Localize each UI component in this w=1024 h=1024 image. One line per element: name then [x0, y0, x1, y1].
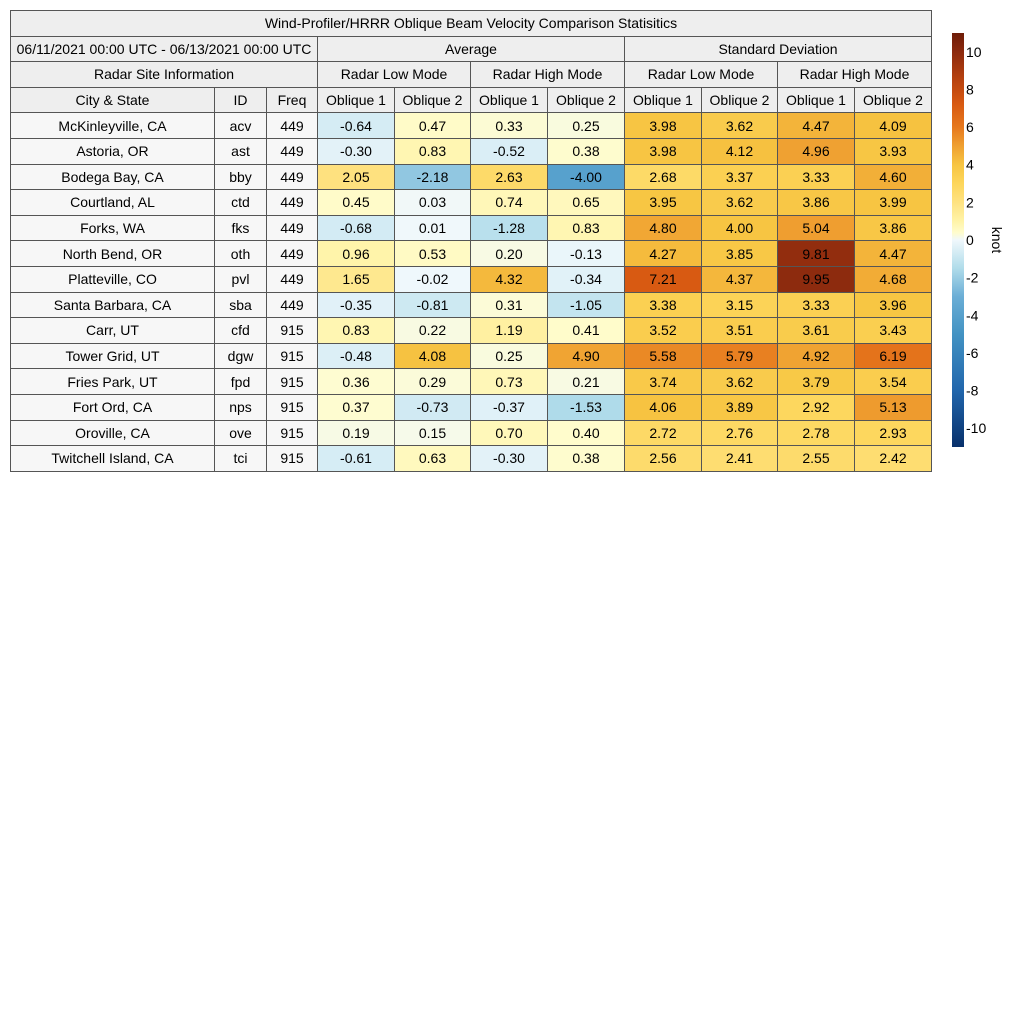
value-cell: 0.70: [471, 420, 548, 446]
col-header-std-high-oblique-2: Oblique 2: [855, 87, 932, 113]
value-cell: 4.12: [702, 138, 778, 164]
value-cell: 0.25: [471, 343, 548, 369]
value-cell: 2.55: [778, 446, 855, 472]
colorbar-unit-label: knot: [989, 226, 1005, 254]
colorbar-gradient: [952, 33, 964, 447]
value-cell: -2.18: [395, 164, 471, 190]
site-freq: 449: [267, 113, 318, 139]
value-cell: 0.47: [395, 113, 471, 139]
value-cell: 4.08: [395, 343, 471, 369]
value-cell: 2.78: [778, 420, 855, 446]
value-cell: 3.43: [855, 318, 932, 344]
value-cell: -0.35: [318, 292, 395, 318]
colorbar-tick-label: -4: [966, 307, 979, 324]
value-cell: -1.05: [548, 292, 625, 318]
value-cell: 0.31: [471, 292, 548, 318]
value-cell: 2.42: [855, 446, 932, 472]
site-city: Fries Park, UT: [11, 369, 215, 395]
value-cell: 3.52: [625, 318, 702, 344]
table-row: [11, 164, 932, 190]
value-cell: -0.30: [471, 446, 548, 472]
value-cell: -0.37: [471, 394, 548, 420]
value-cell: 0.53: [395, 241, 471, 267]
site-id: tci: [215, 446, 267, 472]
value-cell: 3.33: [778, 292, 855, 318]
site-freq: 449: [267, 138, 318, 164]
value-cell: 2.56: [625, 446, 702, 472]
value-cell: 4.47: [778, 113, 855, 139]
value-cell: 4.37: [702, 266, 778, 292]
value-cell: 3.98: [625, 113, 702, 139]
site-freq: 449: [267, 164, 318, 190]
colorbar-tick-label: -10: [966, 420, 987, 437]
value-cell: 0.03: [395, 190, 471, 216]
table-row: [11, 446, 932, 472]
site-id: acv: [215, 113, 267, 139]
col-header-std-high-oblique-1: Oblique 1: [778, 87, 855, 113]
site-id: ctd: [215, 190, 267, 216]
colorbar-tick-label: 6: [966, 119, 974, 136]
value-cell: 5.79: [702, 343, 778, 369]
value-cell: 2.72: [625, 420, 702, 446]
value-cell: 4.68: [855, 266, 932, 292]
value-cell: 2.76: [702, 420, 778, 446]
col-header-avg-low-oblique-1: Oblique 1: [318, 87, 395, 113]
value-cell: 0.65: [548, 190, 625, 216]
table-row: [11, 266, 932, 292]
table-row: [11, 215, 932, 241]
value-cell: 0.83: [395, 138, 471, 164]
date-range: 06/11/2021 00:00 UTC - 06/13/2021 00:00 UTC: [11, 36, 318, 62]
value-cell: -4.00: [548, 164, 625, 190]
value-cell: 4.80: [625, 215, 702, 241]
value-cell: 0.41: [548, 318, 625, 344]
value-cell: 0.15: [395, 420, 471, 446]
col-header-std-low-oblique-1: Oblique 1: [625, 87, 702, 113]
value-cell: 7.21: [625, 266, 702, 292]
value-cell: 3.51: [702, 318, 778, 344]
value-cell: 0.33: [471, 113, 548, 139]
value-cell: 0.19: [318, 420, 395, 446]
value-cell: 0.21: [548, 369, 625, 395]
std-high-mode-header: Radar High Mode: [778, 62, 932, 88]
value-cell: 4.60: [855, 164, 932, 190]
site-freq: 915: [267, 420, 318, 446]
value-cell: 3.62: [702, 369, 778, 395]
value-cell: 0.01: [395, 215, 471, 241]
value-cell: 0.63: [395, 446, 471, 472]
avg-high-mode-header: Radar High Mode: [471, 62, 625, 88]
value-cell: -0.13: [548, 241, 625, 267]
value-cell: 3.89: [702, 394, 778, 420]
value-cell: 0.96: [318, 241, 395, 267]
site-city: Santa Barbara, CA: [11, 292, 215, 318]
std-dev-header: Standard Deviation: [625, 36, 932, 62]
value-cell: 5.58: [625, 343, 702, 369]
table-row: [11, 318, 932, 344]
site-city: Forks, WA: [11, 215, 215, 241]
site-id: ove: [215, 420, 267, 446]
site-city: Bodega Bay, CA: [11, 164, 215, 190]
site-city: Oroville, CA: [11, 420, 215, 446]
site-id: bby: [215, 164, 267, 190]
value-cell: 4.06: [625, 394, 702, 420]
colorbar-tick-label: -2: [966, 269, 979, 286]
value-cell: -0.64: [318, 113, 395, 139]
colorbar-tick-label: -6: [966, 344, 979, 361]
table-row: [11, 113, 932, 139]
value-cell: 0.29: [395, 369, 471, 395]
value-cell: 3.62: [702, 190, 778, 216]
col-header-freq: Freq: [267, 87, 318, 113]
site-freq: 449: [267, 241, 318, 267]
site-freq: 449: [267, 292, 318, 318]
site-id: fks: [215, 215, 267, 241]
site-city: Courtland, AL: [11, 190, 215, 216]
value-cell: 3.79: [778, 369, 855, 395]
value-cell: 4.32: [471, 266, 548, 292]
value-cell: 0.36: [318, 369, 395, 395]
value-cell: 4.96: [778, 138, 855, 164]
site-city: Tower Grid, UT: [11, 343, 215, 369]
site-freq: 915: [267, 318, 318, 344]
col-header-id: ID: [215, 87, 267, 113]
value-cell: -0.52: [471, 138, 548, 164]
value-cell: 4.90: [548, 343, 625, 369]
site-city: Platteville, CO: [11, 266, 215, 292]
value-cell: 3.54: [855, 369, 932, 395]
value-cell: -0.02: [395, 266, 471, 292]
value-cell: 3.62: [702, 113, 778, 139]
value-cell: 3.37: [702, 164, 778, 190]
site-id: sba: [215, 292, 267, 318]
value-cell: 1.65: [318, 266, 395, 292]
value-cell: 3.99: [855, 190, 932, 216]
col-header-avg-low-oblique-2: Oblique 2: [395, 87, 471, 113]
site-freq: 915: [267, 369, 318, 395]
value-cell: 0.38: [548, 446, 625, 472]
site-freq: 915: [267, 446, 318, 472]
value-cell: 3.15: [702, 292, 778, 318]
value-cell: 0.22: [395, 318, 471, 344]
value-cell: 3.74: [625, 369, 702, 395]
col-header-avg-high-oblique-1: Oblique 1: [471, 87, 548, 113]
value-cell: 2.63: [471, 164, 548, 190]
table-title: Wind-Profiler/HRRR Oblique Beam Velocity Comparison Statisitics: [11, 11, 932, 37]
site-id: cfd: [215, 318, 267, 344]
site-freq: 449: [267, 190, 318, 216]
site-freq: 915: [267, 394, 318, 420]
site-freq: 449: [267, 266, 318, 292]
site-id: oth: [215, 241, 267, 267]
value-cell: 5.13: [855, 394, 932, 420]
average-header: Average: [318, 36, 625, 62]
value-cell: 4.47: [855, 241, 932, 267]
site-city: Astoria, OR: [11, 138, 215, 164]
table-row: [11, 394, 932, 420]
table-row: [11, 292, 932, 318]
value-cell: 0.74: [471, 190, 548, 216]
value-cell: -0.34: [548, 266, 625, 292]
site-city: Twitchell Island, CA: [11, 446, 215, 472]
value-cell: 0.73: [471, 369, 548, 395]
value-cell: 6.19: [855, 343, 932, 369]
colorbar-tick-label: 2: [966, 194, 974, 211]
avg-low-mode-header: Radar Low Mode: [318, 62, 471, 88]
value-cell: -1.53: [548, 394, 625, 420]
value-cell: 3.61: [778, 318, 855, 344]
value-cell: -1.28: [471, 215, 548, 241]
value-cell: 0.83: [318, 318, 395, 344]
table-row: [11, 190, 932, 216]
table-row: [11, 343, 932, 369]
value-cell: 2.92: [778, 394, 855, 420]
value-cell: 3.98: [625, 138, 702, 164]
stats-table: [10, 10, 932, 472]
value-cell: 5.04: [778, 215, 855, 241]
site-info-header: Radar Site Information: [11, 62, 318, 88]
value-cell: 3.93: [855, 138, 932, 164]
value-cell: -0.48: [318, 343, 395, 369]
col-header-city: City & State: [11, 87, 215, 113]
value-cell: 3.38: [625, 292, 702, 318]
table-row: [11, 369, 932, 395]
site-id: nps: [215, 394, 267, 420]
site-city: McKinleyville, CA: [11, 113, 215, 139]
value-cell: 0.25: [548, 113, 625, 139]
value-cell: -0.81: [395, 292, 471, 318]
value-cell: 4.92: [778, 343, 855, 369]
value-cell: 3.95: [625, 190, 702, 216]
value-cell: 0.37: [318, 394, 395, 420]
value-cell: 0.40: [548, 420, 625, 446]
value-cell: -0.73: [395, 394, 471, 420]
site-freq: 915: [267, 343, 318, 369]
site-freq: 449: [267, 215, 318, 241]
table-row: [11, 138, 932, 164]
value-cell: -0.30: [318, 138, 395, 164]
site-city: North Bend, OR: [11, 241, 215, 267]
value-cell: 0.20: [471, 241, 548, 267]
value-cell: 3.96: [855, 292, 932, 318]
site-id: dgw: [215, 343, 267, 369]
colorbar-tick-label: 8: [966, 81, 974, 98]
value-cell: 1.19: [471, 318, 548, 344]
site-id: pvl: [215, 266, 267, 292]
site-id: ast: [215, 138, 267, 164]
col-header-std-low-oblique-2: Oblique 2: [702, 87, 778, 113]
value-cell: -0.68: [318, 215, 395, 241]
value-cell: 0.45: [318, 190, 395, 216]
value-cell: 9.81: [778, 241, 855, 267]
value-cell: 2.93: [855, 420, 932, 446]
value-cell: 3.86: [855, 215, 932, 241]
value-cell: 4.09: [855, 113, 932, 139]
value-cell: 2.41: [702, 446, 778, 472]
value-cell: 0.83: [548, 215, 625, 241]
value-cell: 0.38: [548, 138, 625, 164]
std-low-mode-header: Radar Low Mode: [625, 62, 778, 88]
value-cell: 3.85: [702, 241, 778, 267]
value-cell: 3.86: [778, 190, 855, 216]
table-row: [11, 420, 932, 446]
value-cell: 4.00: [702, 215, 778, 241]
colorbar-tick-label: 10: [966, 43, 982, 60]
table-row: [11, 241, 932, 267]
value-cell: 9.95: [778, 266, 855, 292]
colorbar-tick-label: 0: [966, 232, 974, 248]
value-cell: -0.61: [318, 446, 395, 472]
value-cell: 3.33: [778, 164, 855, 190]
col-header-avg-high-oblique-2: Oblique 2: [548, 87, 625, 113]
colorbar-tick-label: -8: [966, 382, 979, 399]
value-cell: 4.27: [625, 241, 702, 267]
site-city: Fort Ord, CA: [11, 394, 215, 420]
site-id: fpd: [215, 369, 267, 395]
colorbar-tick-label: 4: [966, 156, 974, 173]
colorbar: [940, 28, 1020, 448]
value-cell: 2.68: [625, 164, 702, 190]
value-cell: 2.05: [318, 164, 395, 190]
site-city: Carr, UT: [11, 318, 215, 344]
